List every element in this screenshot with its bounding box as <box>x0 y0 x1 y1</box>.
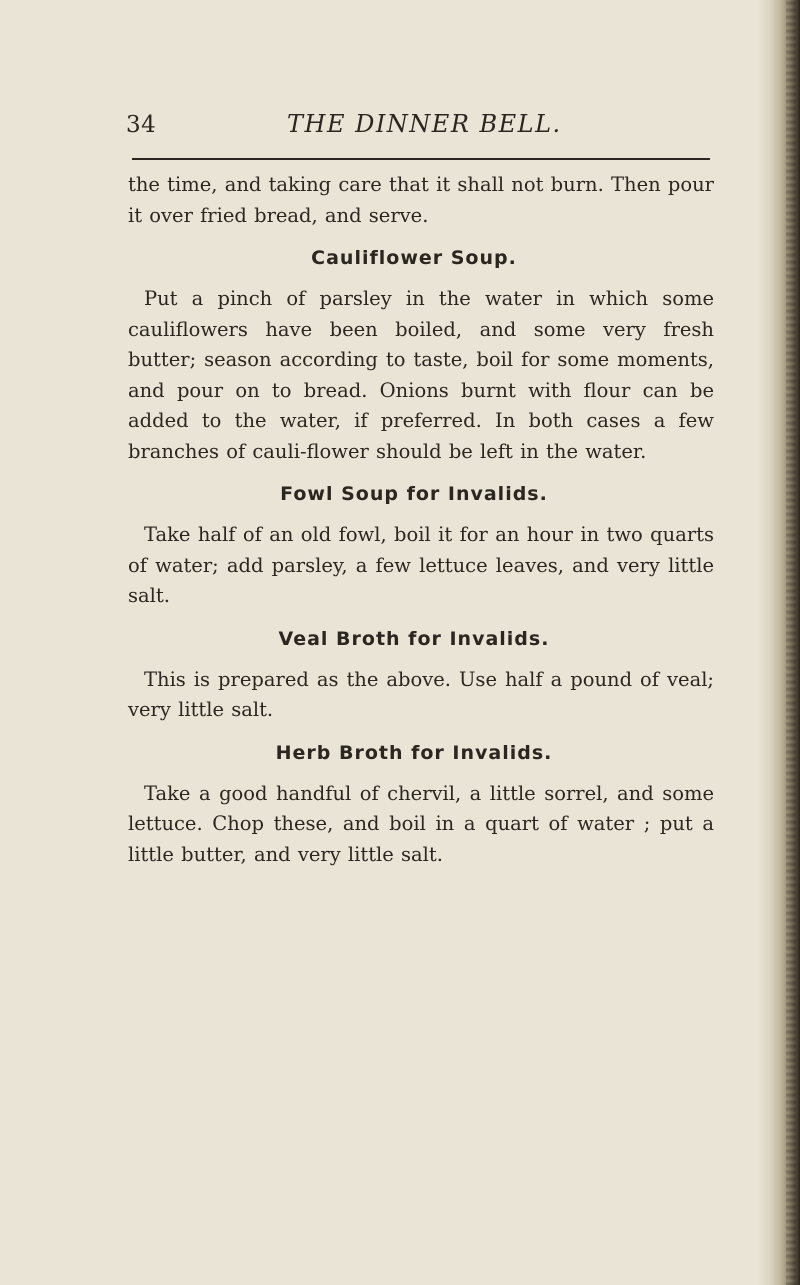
section-title-veal-broth: Veal Broth for Invalids. <box>278 627 550 650</box>
running-title: THE DINNER BELL. <box>287 110 562 138</box>
page-binding-edge <box>758 0 800 1285</box>
section-title-herb-broth: Herb Broth for Invalids. <box>275 741 553 764</box>
page-text <box>128 170 714 870</box>
page-number: 34 <box>126 112 157 138</box>
section-body-veal-broth: This is prepared as the above. Use half a pound of veal; very little salt. <box>128 667 714 721</box>
header-rule <box>132 158 710 160</box>
page-header <box>0 112 800 144</box>
section-body-herb-broth: Take a good handful of chervil, a little sorrel, and some lettuce. Chop these, and boil in a quart of water ; put a little butter, and very little salt. <box>128 781 714 866</box>
intro-paragraph: the time, and taking care that it shall not burn. Then pour it over fried bread, and serve. <box>128 173 714 227</box>
section-body-fowl-soup: Take half of an old fowl, boil it for an hour in two quarts of water; add parsley, a few lettuce leaves, and very little salt. <box>128 523 714 607</box>
section-body-cauliflower-soup: Put a pinch of parsley in the water in which some cauliflowers have been boiled, and some very fresh butter; season according to taste, boil for some moments, and pour on to bread. Onions burnt with flour can be added to the water, if preferred. In both cases a few branches of cauli-flower should be left in the water. <box>128 287 714 463</box>
section-title-cauliflower-soup: Cauliflower Soup. <box>311 247 517 269</box>
section-title-fowl-soup: Fowl Soup for Invalids. <box>280 483 548 505</box>
